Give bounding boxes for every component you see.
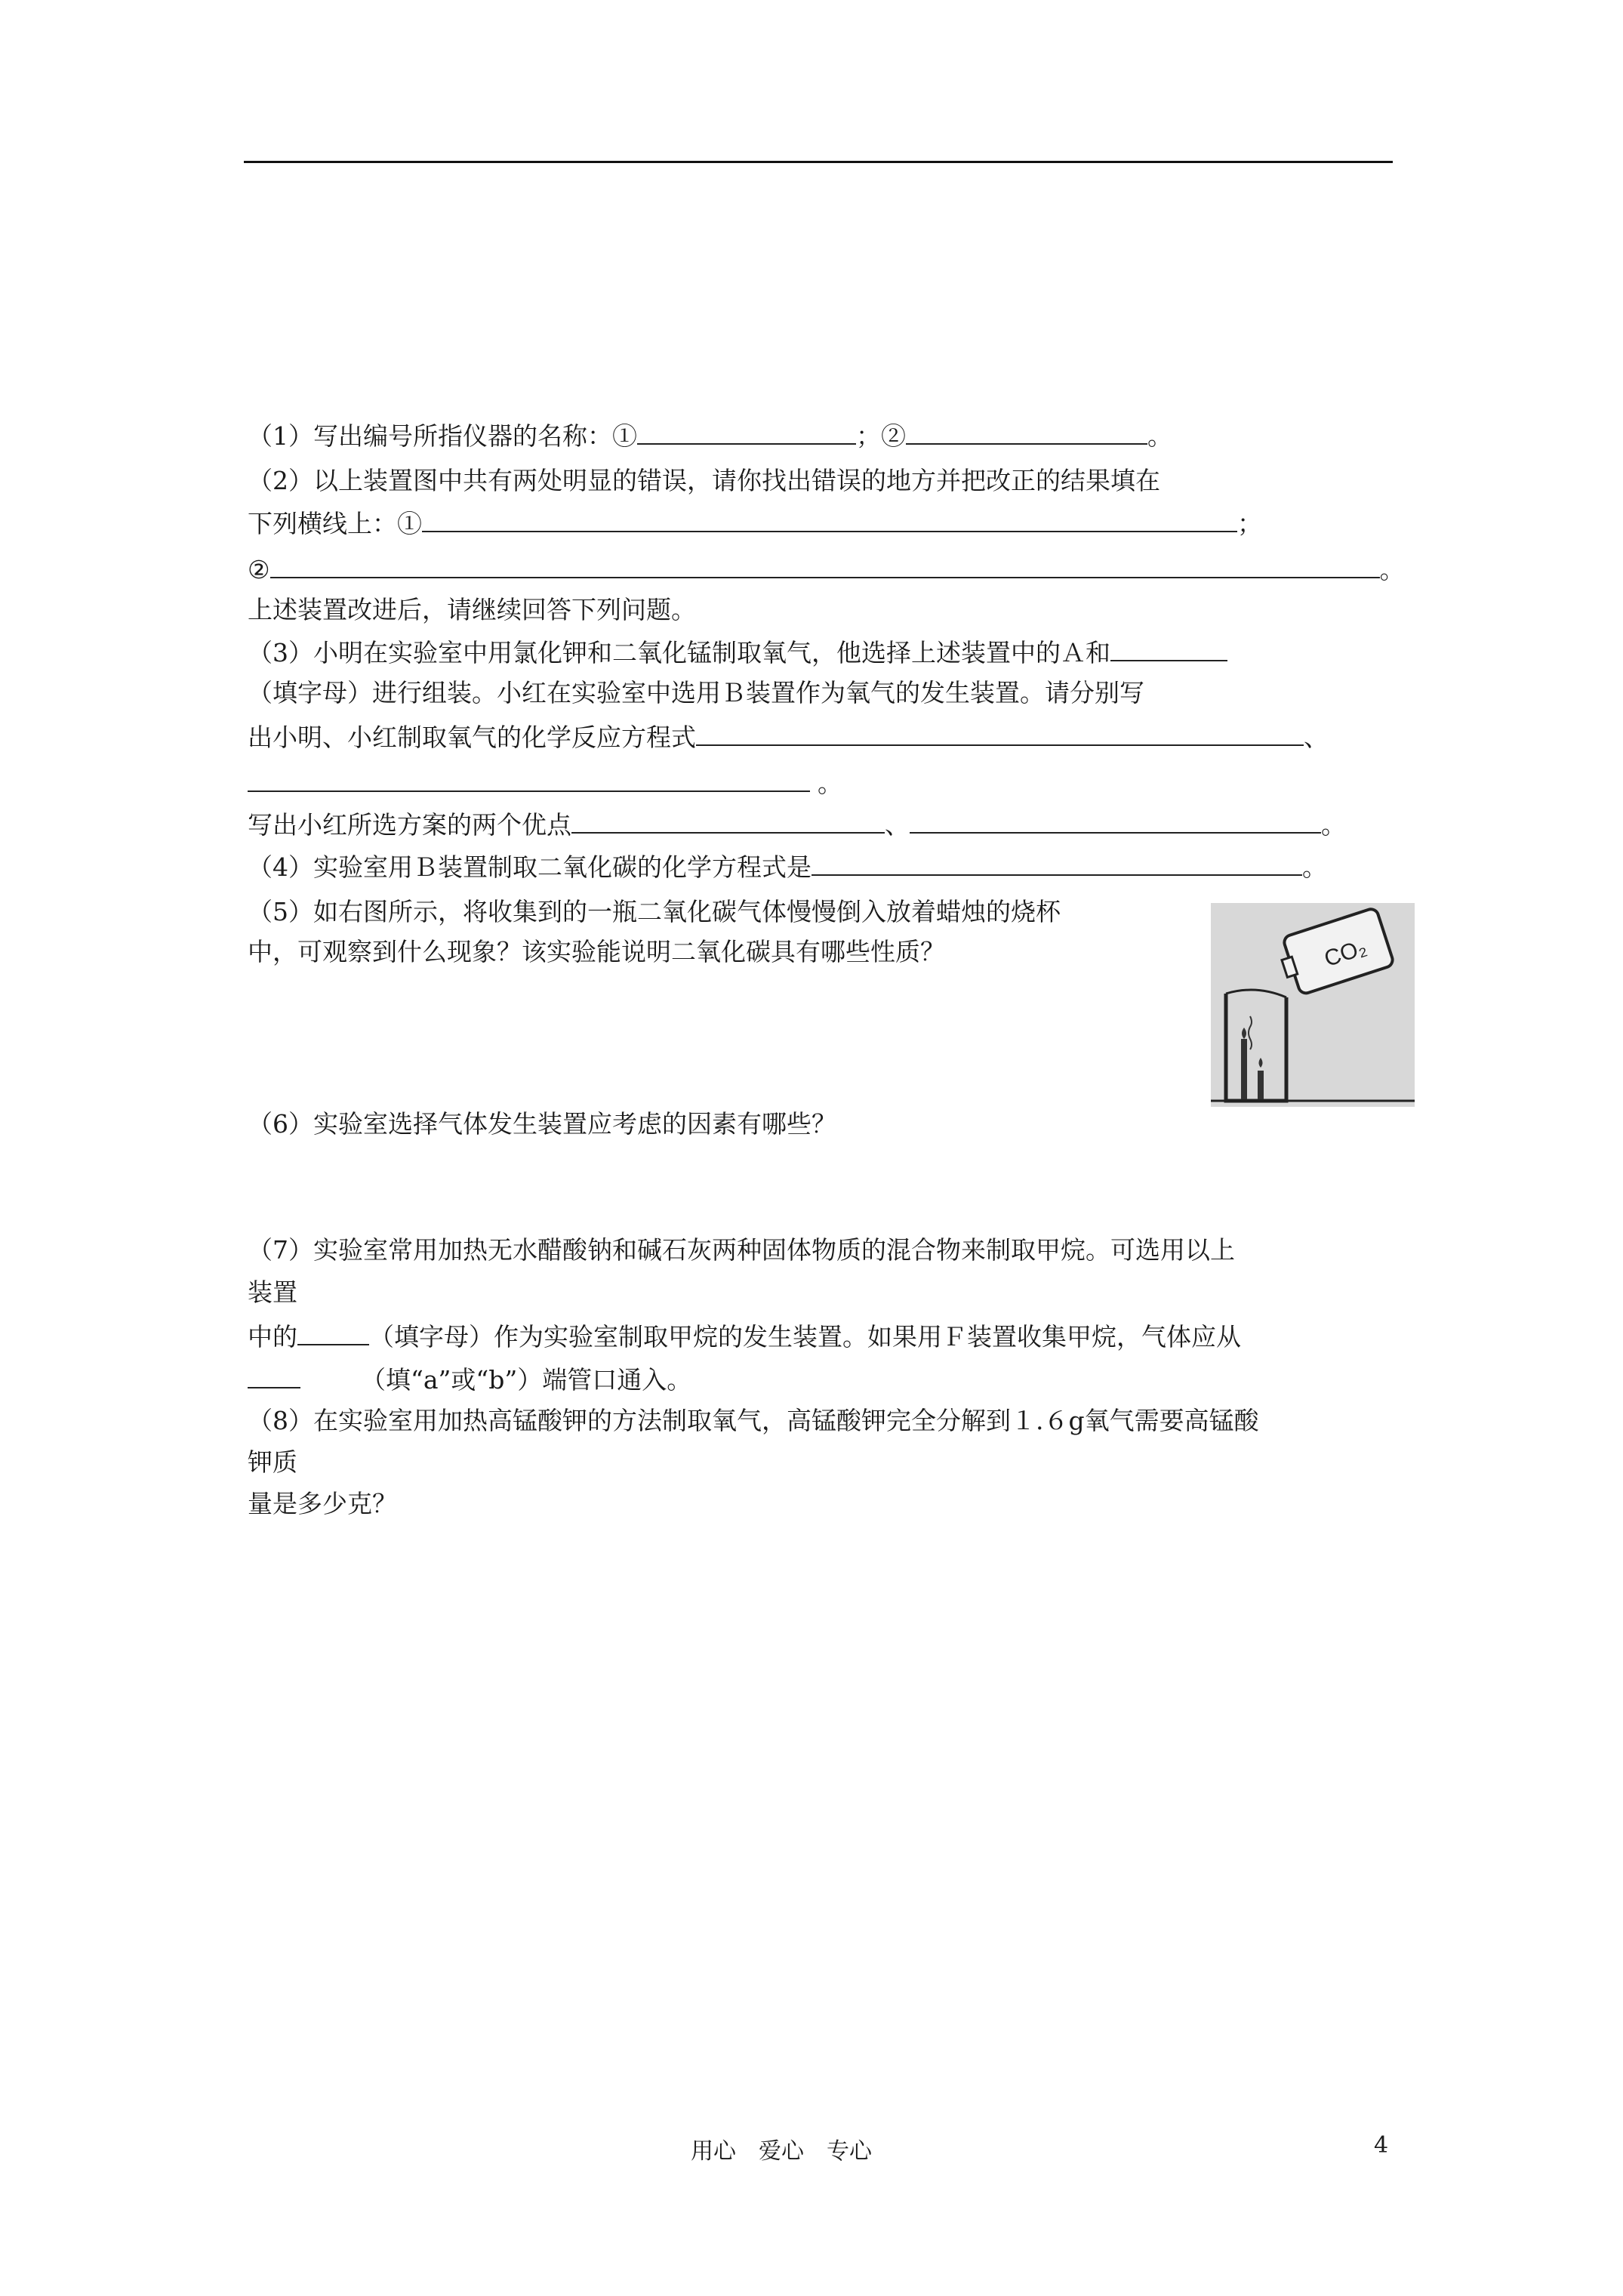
- question-7-line1: （7）实验室常用加热无水醋酸钠和碱石灰两种固体物质的混合物来制取甲烷。可选用以上: [248, 1235, 1235, 1265]
- question-7-line3: 中的 （填字母）作为实验室制取甲烷的发生装置。如果用Ｆ装置收集甲烷，气体应从: [248, 1322, 1241, 1351]
- question-7-line2: 装置: [248, 1277, 297, 1307]
- answer-blank-2a[interactable]: [422, 508, 1237, 532]
- question-6: （6）实验室选择气体发生装置应考虑的因素有哪些？: [248, 1109, 836, 1139]
- question-2-line2: 下列横线上：① ；: [248, 509, 1262, 538]
- question-2-line1: （2）以上装置图中共有两处明显的错误，请你找出错误的地方并把改正的结果填在: [248, 466, 1160, 495]
- answer-blank-3a[interactable]: [1110, 637, 1227, 661]
- question-8-line1: （8）在实验室用加热高锰酸钾的方法制取氧气，高锰酸钾完全分解到１.６g氧气需要高锰酸: [248, 1406, 1259, 1435]
- question-2-line4: 上述装置改进后，请继续回答下列问题。: [248, 595, 696, 624]
- answer-blank-2b[interactable]: [270, 554, 1380, 578]
- question-7-line4: （填“a”或“b”）端管口通入。: [248, 1364, 691, 1395]
- page-number: 4: [1374, 2132, 1389, 2159]
- footer-motto: 用心 爱心 专心: [691, 2138, 872, 2165]
- answer-blank-3b[interactable]: [696, 722, 1304, 746]
- answer-blank-1b[interactable]: [906, 421, 1147, 445]
- answer-blank-3c[interactable]: [248, 768, 810, 792]
- answer-blank-1a[interactable]: [637, 421, 856, 445]
- figure-label: CO₂: [1321, 935, 1370, 972]
- question-5-line1: （5）如右图所示，将收集到的一瓶二氧化碳气体慢慢倒入放着蜡烛的烧杯: [248, 897, 1061, 926]
- answer-blank-3d[interactable]: [571, 809, 885, 834]
- question-3-line5: 写出小红所选方案的两个优点 、 。: [248, 810, 1346, 840]
- answer-blank-7a[interactable]: [297, 1321, 369, 1345]
- question-3-line1: （3）小明在实验室中用氯化钾和二氧化锰制取氧气，他选择上述装置中的Ａ和: [248, 637, 1227, 668]
- answer-blank-4[interactable]: [812, 852, 1302, 876]
- question-8-line2: 钾质: [248, 1447, 297, 1477]
- question-4: （4）实验室用Ｂ装置制取二氧化碳的化学方程式是 。: [248, 852, 1327, 882]
- question-5-line2: 中，可观察到什么现象？该实验能说明二氧化碳具有哪些性质？: [248, 937, 945, 966]
- question-3-line4: 。: [248, 768, 842, 799]
- header-rule: [244, 161, 1393, 163]
- answer-blank-3e[interactable]: [910, 809, 1321, 834]
- question-2-line3: ② 。: [248, 555, 1405, 584]
- answer-blank-7b[interactable]: [248, 1364, 300, 1388]
- question-3-line2: （填字母）进行组装。小红在实验室中选用Ｂ装置作为氧气的发生装置。请分别写: [248, 678, 1144, 707]
- question-3-line3: 出小明、小红制取氧气的化学反应方程式 、: [248, 723, 1329, 752]
- question-8-line3: 量是多少克？: [248, 1489, 397, 1518]
- question-1: （1）写出编号所指仪器的名称：① ；② 。: [248, 421, 1172, 451]
- co2-candle-figure: [1211, 903, 1415, 1107]
